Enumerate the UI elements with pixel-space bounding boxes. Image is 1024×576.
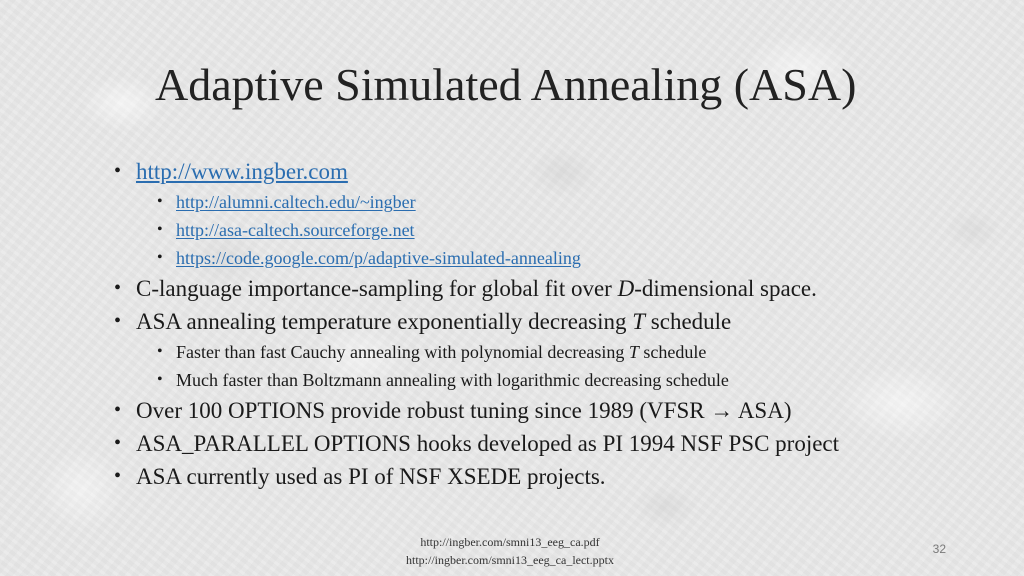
bullet-text: Over 100 OPTIONS provide robust tuning since 1989 (VFSR → ASA) bbox=[136, 398, 792, 423]
sub-bullet-item bbox=[153, 216, 992, 244]
slide-content bbox=[112, 155, 992, 493]
bullet-icon: • bbox=[114, 432, 122, 454]
sub-bullet-text-emphasis: T bbox=[628, 342, 639, 362]
bullet-icon: • bbox=[114, 160, 122, 182]
bullet-icon: • bbox=[114, 465, 122, 487]
bullet-text: C-language importance-sampling for global fit over bbox=[136, 276, 618, 301]
sub-bullet-item bbox=[153, 188, 992, 216]
bullet-text: ASA_PARALLEL OPTIONS hooks developed as PI 1994 NSF PSC project bbox=[136, 431, 840, 456]
bullet-text: ASA annealing temperature exponentially decreasing bbox=[136, 309, 633, 334]
sub-bullet-list bbox=[136, 338, 992, 394]
sub-bullet-item bbox=[153, 338, 992, 366]
bullet-text: schedule bbox=[645, 309, 732, 334]
bullet-icon: • bbox=[157, 371, 163, 388]
bullet-text-emphasis: D bbox=[617, 276, 635, 301]
bullet-list bbox=[112, 155, 992, 493]
sub-bullet-text: Faster than fast Cauchy annealing with polynomial decreasing bbox=[176, 342, 629, 362]
slide-title: Adaptive Simulated Annealing (ASA) bbox=[155, 59, 857, 110]
bullet-icon: • bbox=[157, 193, 163, 210]
bullet-item-ingber-url bbox=[112, 155, 992, 272]
footer-link-pdf[interactable]: http://ingber.com/smni13_eeg_ca.pdf bbox=[420, 535, 600, 549]
bullet-icon: • bbox=[157, 249, 163, 266]
bullet-icon: • bbox=[114, 310, 122, 332]
link-alumni-caltech[interactable]: http://alumni.caltech.edu/~ingber bbox=[176, 192, 416, 212]
link-ingber-com[interactable]: http://www.ingber.com bbox=[136, 159, 348, 184]
sub-bullet-text: Much faster than Boltzmann annealing with logarithmic decreasing schedule bbox=[176, 370, 729, 390]
bullet-icon: • bbox=[114, 399, 122, 421]
bullet-icon: • bbox=[114, 277, 122, 299]
bullet-icon: • bbox=[157, 221, 163, 238]
page-number: 32 bbox=[932, 542, 946, 556]
bullet-icon: • bbox=[157, 343, 163, 360]
bullet-item-parallel bbox=[112, 427, 992, 460]
bullet-text: -dimensional space. bbox=[634, 276, 817, 301]
bullet-text: ASA currently used as PI of NSF XSEDE projects. bbox=[136, 464, 606, 489]
link-asa-sourceforge[interactable]: http://asa-caltech.sourceforge.net bbox=[176, 220, 415, 240]
bullet-item-temperature-schedule bbox=[112, 305, 992, 394]
sub-bullet-list bbox=[136, 188, 992, 272]
bullet-item-c-language bbox=[112, 272, 992, 305]
sub-bullet-text: schedule bbox=[638, 342, 707, 362]
footer-link-pptx[interactable]: http://ingber.com/smni13_eeg_ca_lect.pptx bbox=[406, 553, 614, 567]
link-google-code[interactable]: https://code.google.com/p/adaptive-simulated-annealing bbox=[176, 248, 581, 268]
bullet-text-emphasis: T bbox=[632, 309, 646, 334]
bullet-item-xsede bbox=[112, 460, 992, 493]
footer-links bbox=[350, 533, 670, 569]
sub-bullet-item bbox=[153, 366, 992, 394]
bullet-item-options bbox=[112, 394, 992, 427]
sub-bullet-item bbox=[153, 244, 992, 272]
